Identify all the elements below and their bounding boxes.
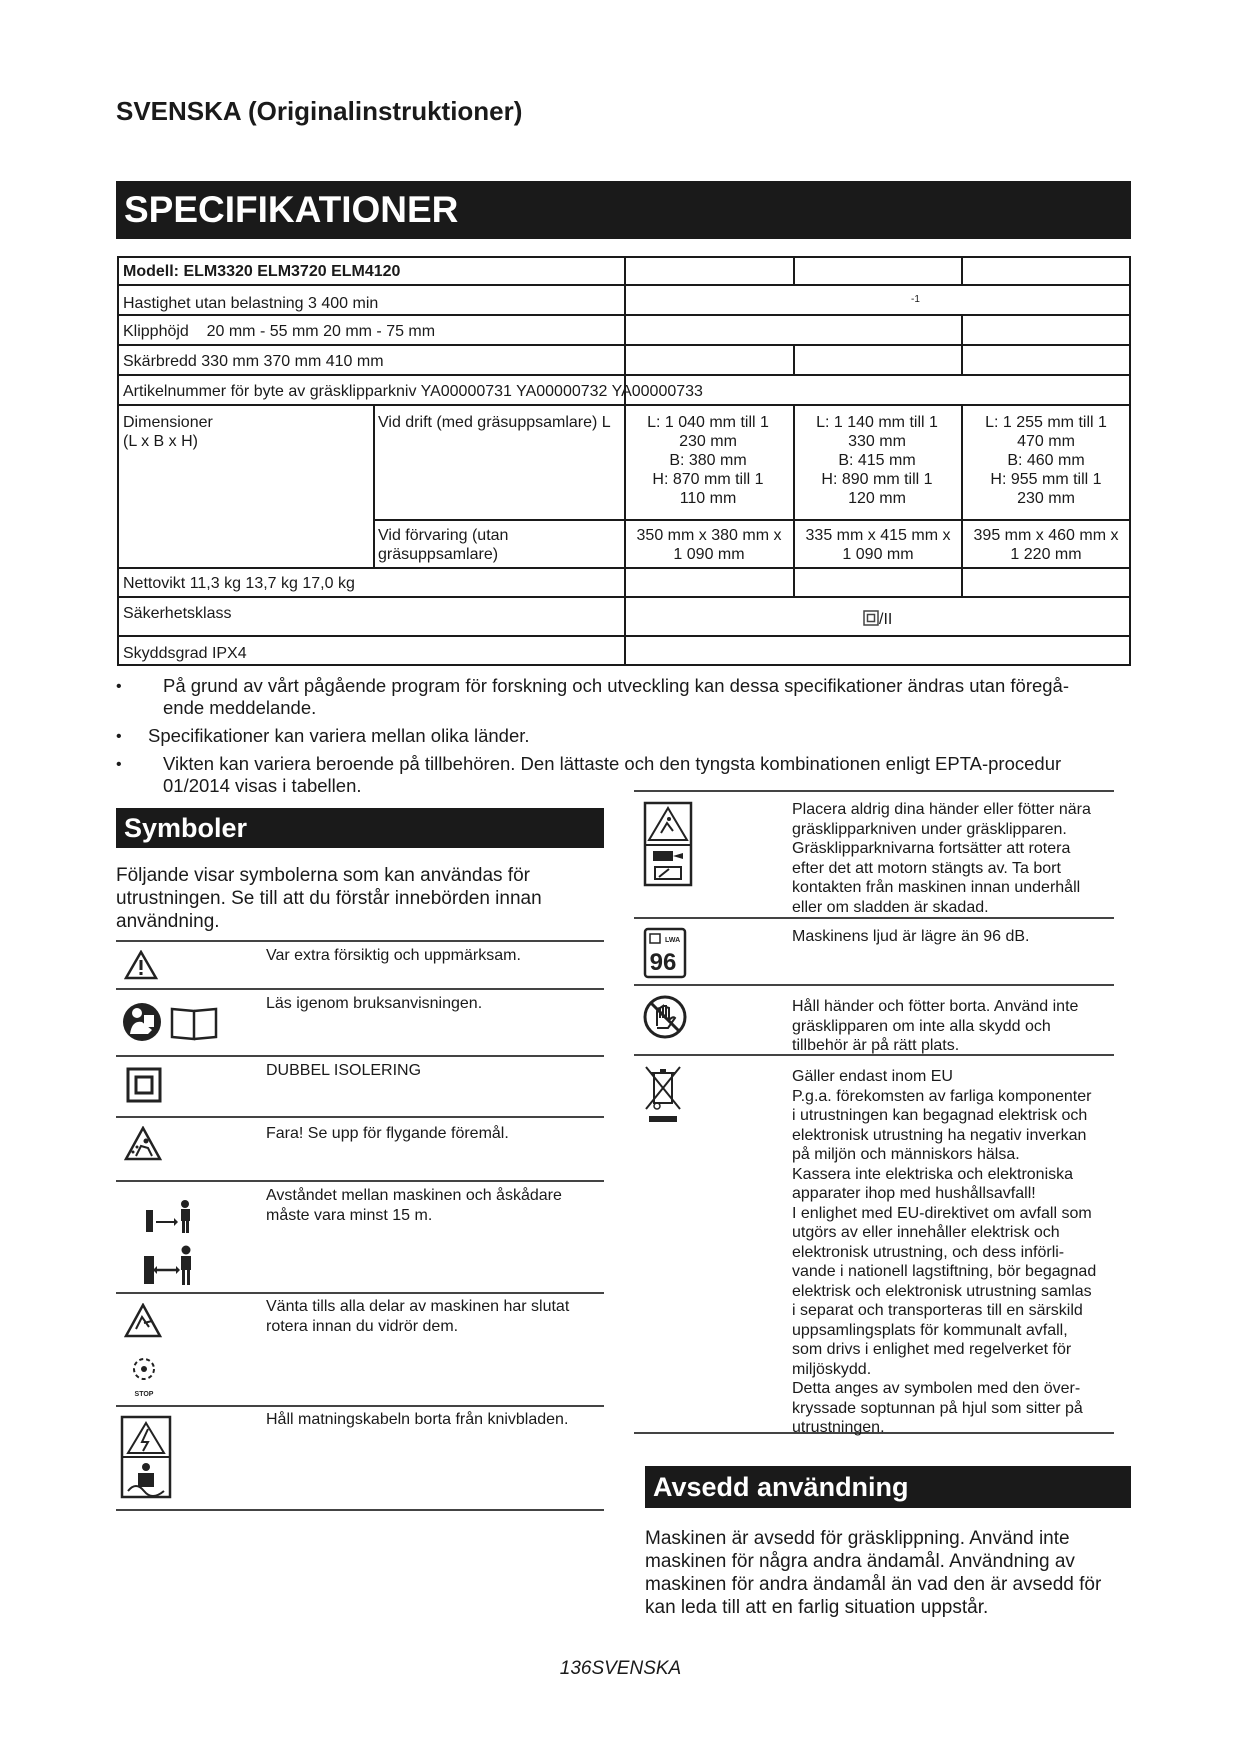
symbol-caution-text: Var extra försiktig och uppmärksam. — [266, 947, 521, 964]
symbol-blade-hazard-text: Placera aldrig dina händer eller fötter nära gräsklipparkniven under gräsklipparen. Gräsklipparknivarna fortsätter att rotera efter det att motorn stängts av. Ta bort kontakten från maskinen innan underhåll eller om sladden är skadad. — [792, 801, 1091, 916]
crossed-out-wheelie-bin-icon — [643, 1063, 683, 1125]
keep-hands-feet-away-icon — [642, 994, 688, 1040]
spec-net-weight-row: Nettovikt 11,3 kg 13,7 kg 17,0 kg — [123, 575, 355, 592]
flying-objects-warning-icon — [124, 1126, 162, 1162]
warning-triangle-icon — [124, 950, 158, 980]
spec-safety-class-label: Säkerhetsklass — [123, 605, 232, 622]
symbols-intro: Följande visar symbolerna som kan användas för utrustningen. Se till att du förstår innebörden innan användning. — [116, 865, 542, 932]
spec-cut-height-row: Klipphöjd 20 mm - 55 mm 20 mm - 75 mm — [123, 323, 436, 340]
symbol-distance-text: Avståndet mellan maskinen och åskådare måste vara minst 15 m. — [266, 1187, 562, 1224]
symbol-hands-feet-text: Håll händer och fötter borta. Använd inte gräsklipparen om inte alla skydd och tillbehör är på rätt plats. — [792, 998, 1079, 1054]
symbol-rotating-parts-text: Vänta tills alla delar av maskinen har slutat rotera innan du vidrör dem. — [266, 1298, 570, 1335]
note-country-variation: Specifikationer kan variera mellan olika länder. — [148, 725, 530, 746]
spec-speed-row: Hastighet utan belastning 3 400 min — [123, 295, 379, 312]
spec-dimensions-label: Dimensioner — [123, 414, 213, 431]
symbols-heading: Symboler — [116, 808, 604, 848]
symbol-flying-objects-text: Fara! Se upp för flygande föremål. — [266, 1125, 509, 1142]
spec-storage-value-elm3320: 350 mm x 380 mm x 1 090 mm — [636, 527, 782, 563]
spec-speed-superscript: -1 — [911, 294, 920, 305]
symbol-double-insulation-text: DUBBEL ISOLERING — [266, 1062, 422, 1079]
spec-cut-width-row: Skärbredd 330 mm 370 mm 410 mm — [123, 353, 384, 370]
spec-protection-rating-row: Skyddsgrad IPX4 — [123, 645, 247, 662]
noise-level-icon — [643, 927, 687, 979]
cable-away-from-blades-icon — [120, 1415, 172, 1499]
bullet-marker: • — [116, 728, 122, 745]
rotating-parts-stop-icon — [124, 1303, 164, 1399]
double-insulation-icon — [863, 610, 879, 626]
spec-safety-class-value — [863, 610, 892, 629]
bystander-distance-icon — [142, 1190, 194, 1290]
intended-use-heading: Avsedd användning — [645, 1466, 1131, 1508]
intended-use-text: Maskinen är avsedd för gräsklippning. Använd inte maskinen för några andra ändamål. Användning av maskinen för andra ändamål än vad den är avsedd för kan leda till att en farlig situation uppstår. — [645, 1528, 1102, 1618]
symbol-weee-text: Gäller endast inom EU P.g.a. förekomsten av farliga komponenter i utrustningen kan begagnad elektrisk och elektronisk utrustning ha negativ inverkan på miljön och människors hälsa. Kassera inte elektriska och elektroniska apparater ihop med hushållsavfall! I enlighet med EU-direktivet om avfall som utgörs av eller innehåller elektrisk och elektronisk utrustning, och dess införli- vande i nationell lagstiftning, bör begagnad elektrisk och elektronisk utrustning samlas i separat och transporteras till en särskild uppsamlingsplats för kommunalt avfall, som drivs i enlighet med regelverket för miljöskydd. Detta anges av symbolen med den över- kryssade soptunnan på hjul som sitter på utrustningen. — [792, 1068, 1097, 1436]
specifications-table — [117, 256, 1131, 666]
page-language-title: SVENSKA (Originalinstruktioner) — [116, 96, 523, 126]
spec-article-number-row: Artikelnummer för byte av gräsklipparkniv YA00000731 YA00000732 YA00000733 — [123, 383, 703, 400]
note-specification-changes: På grund av vårt pågående program för forskning och utveckling kan dessa specifikationer ändras utan föregå- ende meddelande. — [163, 675, 1070, 718]
specifications-heading: SPECIFIKATIONER — [116, 181, 1131, 239]
note-weight-variation: Vikten kan variera beroende på tillbehören. Den lättaste och den tyngsta kombinationen enligt EPTA-procedur 01/2014 visas i tabellen. — [163, 753, 1062, 796]
blade-hazard-icon — [643, 801, 693, 887]
noise-level-label: LWA — [665, 937, 681, 944]
spec-operation-value-elm3720: L: 1 140 mm till 1 330 mm B: 415 mm H: 890 mm till 1 120 mm — [816, 414, 938, 507]
symbol-cable-text: Håll matningskabeln borta från knivbladen. — [266, 1411, 569, 1428]
spec-operation-label: Vid drift (med gräsuppsamlare) L — [378, 414, 611, 431]
spec-dimensions-sublabel: (L x B x H) — [123, 433, 198, 450]
symbol-noise-text: Maskinens ljud är lägre än 96 dB. — [792, 928, 1030, 945]
bullet-marker: • — [116, 756, 122, 773]
spec-model-row: Modell: ELM3320 ELM3720 ELM4120 — [123, 263, 401, 280]
spec-storage-label: Vid förvaring (utan gräsuppsamlare) — [378, 527, 509, 563]
stop-label: STOP — [134, 1391, 154, 1398]
spec-storage-value-elm3720: 335 mm x 415 mm x 1 090 mm — [805, 527, 951, 563]
spec-operation-value-elm4120: L: 1 255 mm till 1 470 mm B: 460 mm H: 955 mm till 1 230 mm — [985, 414, 1107, 507]
page-footer: 136SVENSKA — [559, 1658, 682, 1679]
spec-safety-class-suffix: /II — [879, 611, 893, 628]
symbol-read-manual-text: Läs igenom bruksanvisningen. — [266, 995, 483, 1012]
spec-operation-value-elm3320: L: 1 040 mm till 1 230 mm B: 380 mm H: 870 mm till 1 110 mm — [647, 414, 769, 507]
spec-storage-value-elm4120: 395 mm x 460 mm x 1 220 mm — [973, 527, 1119, 563]
bullet-marker: • — [116, 678, 122, 695]
read-manual-icon — [122, 1000, 220, 1044]
double-insulation-icon — [126, 1067, 162, 1103]
noise-level-value: 96 — [649, 949, 677, 976]
